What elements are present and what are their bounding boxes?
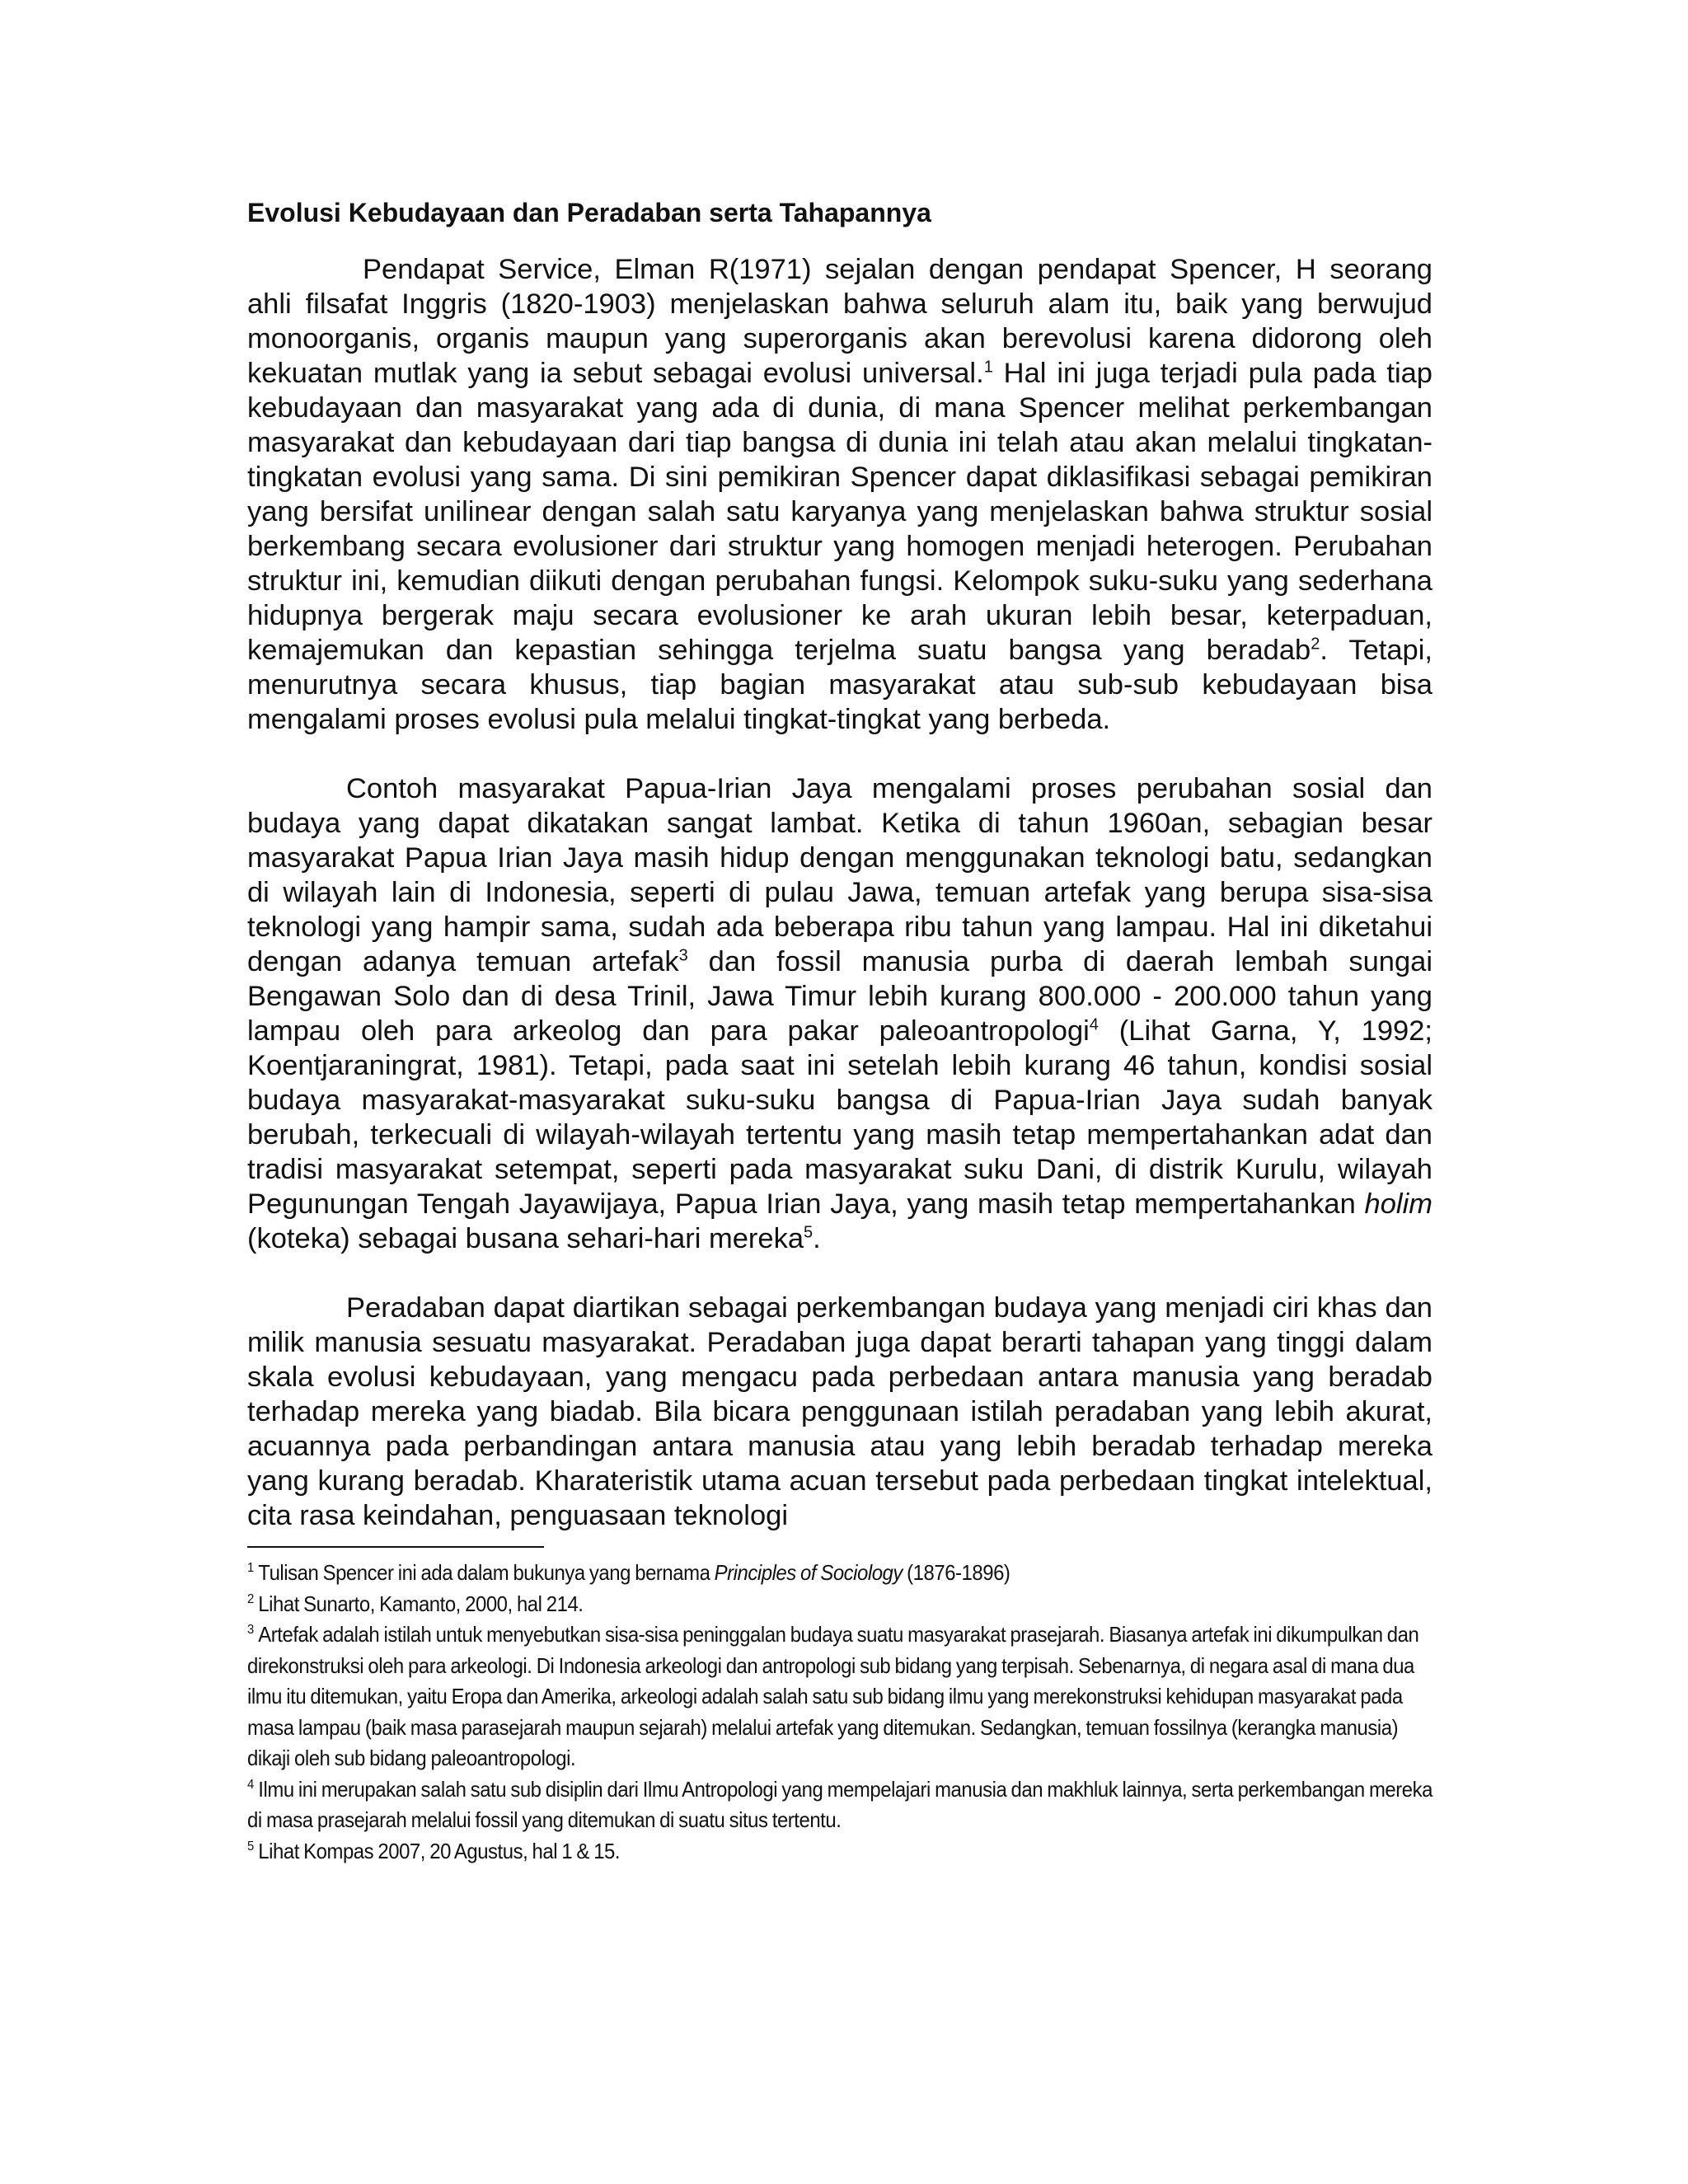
footnote-text: Artefak adalah istilah untuk menyebutkan sisa-sisa peninggalan budaya suatu masyarakat prasejarah. Biasanya artefak ini dikumpulkan dan direkonstruksi oleh para arkeologi. Di Indonesia arkeologi dan antropologi sub bidang yang terpisah. Sebenarnya, di negara asal di mana dua ilmu itu ditemukan, yaitu Eropa dan Amerika, arkeologi adalah salah satu sub bidang ilmu yang merekonstruksi kehidupan masyarakat pada masa lampau (baik masa parasejarah maupun sejarah) melalui artefak yang ditemukan. Sedangkan, temuan fossilnya (kerangka manusia) dikaji oleh sub bidang paleoantropologi.: [247, 1622, 1419, 1770]
footnote-text-after: (1876-1896): [902, 1560, 1010, 1585]
footnote-text: Lihat Kompas 2007, 20 Agustus, hal 1 & 15.: [258, 1838, 621, 1863]
paragraph-1-text-a: Pendapat Service, Elman R(1971) sejalan dengan pendapat Spencer, H seorang ahli filsafat Inggris (1820-1903) menjelaskan bahwa seluruh alam itu, baik yang berwujud monoorganis, organis maupun yang superorganis akan berevolusi karena didorong oleh kekuatan mutlak yang ia sebut sebagai evolusi universal.: [247, 254, 1432, 389]
footnote-ref-2: 2: [1311, 635, 1320, 654]
paragraph-1-text-b: Hal ini juga terjadi pula pada tiap kebudayaan dan masyarakat yang ada di dunia, di mana Spencer melihat perkembangan masyarakat dan kebudayaan dari tiap bangsa di dunia ini telah atau akan melalui tingkatan-tingkatan evolusi yang sama. Di sini pemikiran Spencer dapat diklasifikasi sebagai pemikiran yang bersifat unilinear dengan salah satu karyanya yang menjelaskan bahwa struktur sosial berkembang secara evolusioner dari struktur yang homogen menjadi heterogen. Perubahan struktur ini, kemudian diikuti dengan perubahan fungsi. Kelompok suku-suku yang sederhana hidupnya bergerak maju secara evolusioner ke arah ukuran lebih besar, keterpaduan, kemajemukan dan kepastian sehingga terjelma suatu bangsa yang beradab: [247, 358, 1432, 666]
footnote-5: [247, 1836, 1434, 1868]
footnote-4: [247, 1774, 1434, 1836]
footnote-3: [247, 1619, 1434, 1774]
footnote-2: [247, 1589, 1434, 1620]
footnote-ref-3: 3: [678, 946, 688, 965]
footnote-number: 3: [247, 1622, 254, 1638]
paragraph-3: Peradaban dapat diartikan sebagai perkembangan budaya yang menjadi ciri khas dan milik manusia sesuatu masyarakat. Peradaban juga dapat berarti tahapan yang tinggi dalam skala evolusi kebudayaan, yang mengacu pada perbedaan antara manusia yang beradab terhadap mereka yang biadab. Bila bicara penggunaan istilah peradaban yang lebih akurat, acuannya pada perbandingan antara manusia atau yang lebih beradab terhadap mereka yang kurang beradab. Kharateristik utama acuan tersebut pada perbedaan tingkat intelektual, cita rasa keindahan, penguasaan teknologi: [247, 1292, 1432, 1531]
document-title: Evolusi Kebudayaan dan Peradaban serta Tahapannya: [247, 198, 931, 227]
document-page: [247, 196, 1432, 1867]
footnote-number: 2: [247, 1591, 254, 1606]
paragraph-2-text-a: Contoh masyarakat Papua-Irian Jaya mengalami proses perubahan sosial dan budaya yang dapat dikatakan sangat lambat. Ketika di tahun 1960an, sebagian besar masyarakat Papua Irian Jaya masih hidup dengan menggunakan teknologi batu, sedangkan di wilayah lain di Indonesia, seperti di pulau Jawa, temuan artefak yang berupa sisa-sisa teknologi yang hampir sama, sudah ada beberapa ribu tahun yang lampau. Hal ini diketahui dengan adanya temuan artefak: [247, 773, 1432, 977]
italic-term-holim: holim: [1364, 1188, 1432, 1220]
footnote-ref-1: 1: [983, 358, 993, 377]
footnote-separator: [247, 1546, 544, 1548]
paragraph-2-text-d: (koteka) sebagai busana sehari-hari mereka: [247, 1223, 804, 1254]
paragraph-1-text-c: . Tetapi, menurutnya secara khusus, tiap bagian masyarakat atau sub-sub kebudayaan bisa mengalami proses evolusi pula melalui tingkat-tingkat yang berbeda.: [247, 635, 1432, 735]
paragraph-2: [247, 771, 1432, 1256]
paragraph-1: [247, 252, 1432, 737]
paragraph-2-text-e: .: [813, 1223, 821, 1254]
footnote-number: 4: [247, 1776, 254, 1792]
footnote-ref-4: 4: [1089, 1015, 1099, 1034]
paragraph-2-text-c: (Lihat Garna, Y, 1992; Koentjaraningrat, 1981). Tetapi, pada saat ini setelah lebih kurang 46 tahun, kondisi sosial budaya masyarakat-masyarakat suku-suku bangsa di Papua-Irian Jaya sudah banyak berubah, terkecuali di wilayah-wilayah tertentu yang masih tetap mempertahankan adat dan tradisi masyarakat setempat, seperti pada masyarakat suku Dani, di distrik Kurulu, wilayah Pegunungan Tengah Jayawijaya, Papua Irian Jaya, yang masih tetap mempertahankan: [247, 1015, 1432, 1220]
footnote-number: 5: [247, 1838, 254, 1854]
footnote-ref-5: 5: [804, 1223, 814, 1242]
footnote-1: [247, 1558, 1434, 1589]
footnote-text: Ilmu ini merupakan salah satu sub disiplin dari Ilmu Antropologi yang mempelajari manusia dan makhluk lainnya, serta perkembangan mereka di masa prasejarah melalui fossil yang ditemukan di suatu situs tertentu.: [247, 1776, 1432, 1832]
footnote-text: Tulisan Spencer ini ada dalam bukunya yang bernama: [258, 1560, 715, 1585]
footnotes-section: [247, 1558, 1432, 1867]
paragraph-2-text-b: dan fossil manusia purba di daerah lembah sungai Bengawan Solo dan di desa Trinil, Jawa Timur lebih kurang 800.000 - 200.000 tahun yang lampau oleh para arkeolog dan para pakar paleoantropologi: [247, 946, 1432, 1047]
book-title: Principles of Sociology: [714, 1560, 903, 1585]
footnote-text: Lihat Sunarto, Kamanto, 2000, hal 214.: [258, 1591, 584, 1616]
footnote-number: 1: [247, 1560, 254, 1576]
